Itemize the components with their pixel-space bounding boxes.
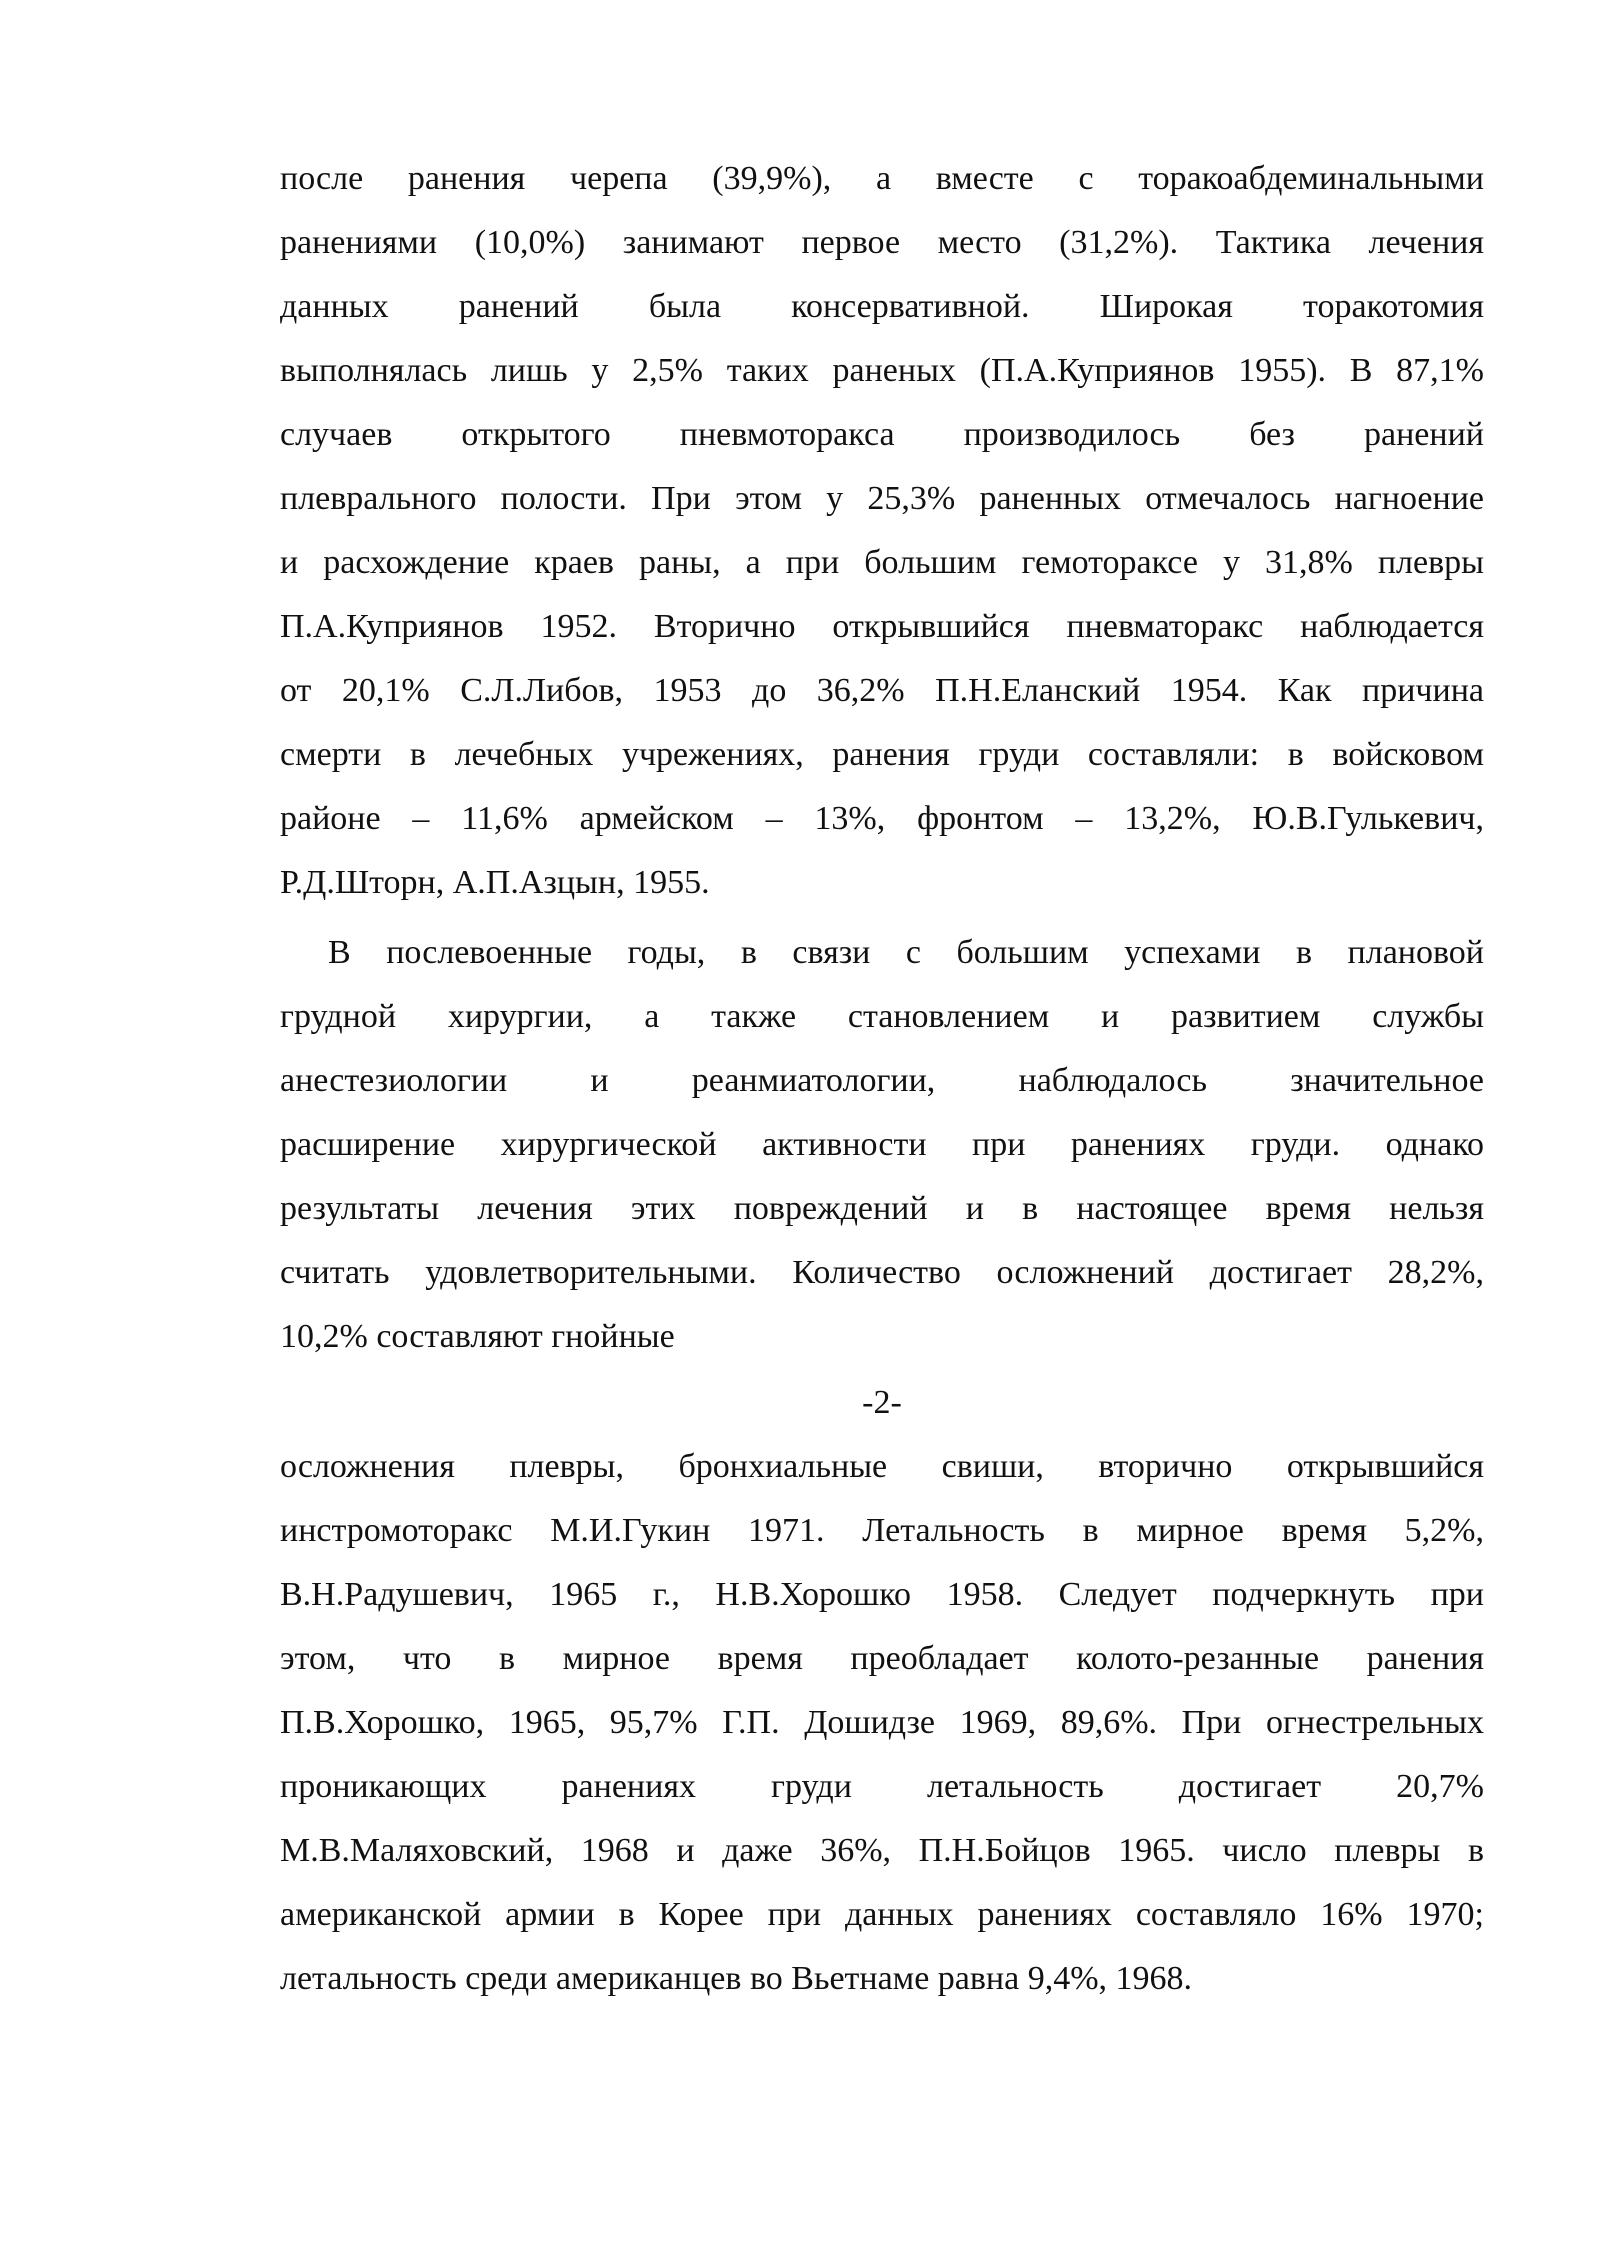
text-line: В.Н.Радушевич, 1965 г., Н.В.Хорошко 1958. Следует подчеркнуть при	[280, 1576, 1484, 1613]
page-number: -2-	[862, 1384, 902, 1421]
paragraph-first-line: В послевоенные годы, в связи с большим успехами в плановой	[328, 934, 1484, 971]
text-line: выполнялась лишь у 2,5% таких раненых (П.А.Куприянов 1955). В 87,1%	[280, 352, 1484, 389]
text-line: американской армии в Корее при данных ранениях составляло 16% 1970;	[280, 1896, 1484, 1933]
text-line: плеврального полости. При этом у 25,3% раненных отмечалось нагноение	[280, 480, 1484, 517]
text-line: результаты лечения этих повреждений и в настоящее время нельзя	[280, 1190, 1484, 1227]
text-line: грудной хирургии, а также становлением и развитием службы	[280, 998, 1484, 1035]
text-line: считать удовлетворительными. Количество осложнений достигает 28,2%,	[280, 1254, 1484, 1291]
text-line: смерти в лечебных учрежениях, ранения груди составляли: в войсковом	[280, 736, 1484, 773]
text-line: от 20,1% С.Л.Либов, 1953 до 36,2% П.Н.Еланский 1954. Как причина	[280, 672, 1484, 709]
text-line: ранениями (10,0%) занимают первое место (31,2%). Тактика лечения	[280, 224, 1484, 261]
text-line: Р.Д.Шторн, А.П.Азцын, 1955.	[280, 864, 710, 901]
text-line: проникающих ранениях груди летальность достигает 20,7%	[280, 1768, 1484, 1805]
text-line: осложнения плевры, бронхиальные свиши, вторично открывшийся	[280, 1448, 1484, 1485]
text-line: П.В.Хорошко, 1965, 95,7% Г.П. Дошидзе 1969, 89,6%. При огнестрельных	[280, 1704, 1484, 1741]
text-line: инстромоторакс М.И.Гукин 1971. Летальность в мирное время 5,2%,	[280, 1512, 1484, 1549]
text-line: М.В.Маляховский, 1968 и даже 36%, П.Н.Бойцов 1965. число плевры в	[280, 1832, 1484, 1869]
text-line: расширение хирургической активности при ранениях груди. однако	[280, 1126, 1484, 1163]
text-line: анестезиологии и реанмиатологии, наблюдалось значительное	[280, 1062, 1484, 1099]
text-line: данных ранений была консервативной. Широкая торакотомия	[280, 288, 1484, 325]
text-line: районе – 11,6% армейском – 13%, фронтом – 13,2%, Ю.В.Гулькевич,	[280, 800, 1484, 837]
text-line: случаев открытого пневмоторакса производилось без ранений	[280, 416, 1484, 453]
text-line: П.А.Куприянов 1952. Вторично открывшийся пневматоракс наблюдается	[280, 608, 1484, 645]
text-line: после ранения черепа (39,9%), а вместе с торакоабдеминальными	[280, 160, 1484, 197]
text-line: 10,2% составляют гнойные	[280, 1318, 675, 1355]
text-line: и расхождение краев раны, а при большим гемотораксе у 31,8% плевры	[280, 544, 1484, 581]
text-line: этом, что в мирное время преобладает колото-резанные ранения	[280, 1640, 1484, 1677]
text-line: летальность среди американцев во Вьетнаме равна 9,4%, 1968.	[280, 1960, 1193, 1997]
